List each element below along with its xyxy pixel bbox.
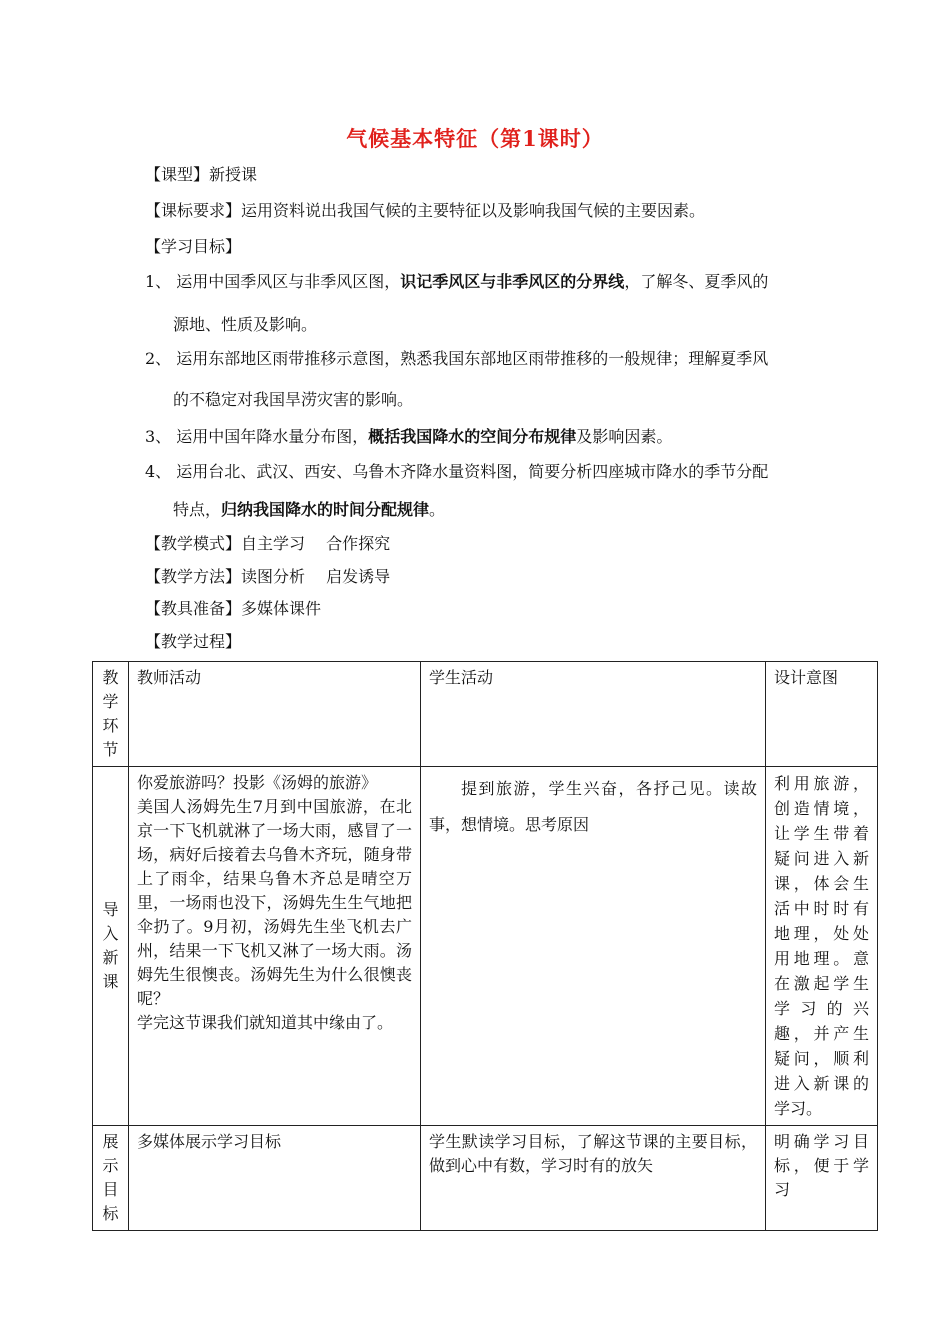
- goal-4-line-1: [145, 460, 768, 484]
- goal-4-emphasis: 归纳我国降水的时间分配规律: [221, 500, 430, 519]
- row-1-teacher-p2: 美国人汤姆先生7月到中国旅游，在北京一下飞机就淋了一场大雨，感冒了一场，病好后接着去乌鲁木齐玩，随身带上了雨伞，结果乌鲁木齐总是晴空万里，一场雨也没下，汤姆先生生气地把伞扔了。9月初，汤姆先生坐飞机去广州，结果一下飞机又淋了一场大雨。汤姆先生很懊丧。汤姆先生为什么很懊丧呢？: [137, 797, 412, 1008]
- row-1-teacher-p1: 你爱旅游吗？投影《汤姆的旅游》: [137, 773, 378, 792]
- row-2-stage-text: 展 示 目 标: [102, 1132, 119, 1223]
- standard-value: 运用资料说出我国气候的主要特征以及影响我国气候的主要因素。: [241, 201, 706, 220]
- standard-label: 【课标要求】: [145, 201, 242, 220]
- teaching-method-line: [145, 565, 390, 589]
- row-2-student: 学生默读学习目标，了解这节课的主要目标，做到心中有数，学习时有的放矢: [421, 1126, 766, 1231]
- goal-1-text-c: ，了解冬、夏季风的: [624, 272, 769, 291]
- teaching-process-heading: 【教学过程】: [145, 632, 242, 651]
- header-intent: 设计意图: [766, 662, 878, 767]
- teaching-process-table: [92, 661, 878, 1231]
- goal-2-number: 2、: [145, 349, 172, 368]
- goal-2-line-1: [145, 347, 768, 371]
- goal-3-number: 3、: [145, 427, 172, 446]
- goal-3-emphasis: 概括我国降水的空间分布规律: [368, 427, 577, 446]
- row-2-stage: [93, 1126, 129, 1231]
- header-stage: [93, 662, 129, 767]
- row-1-stage: [93, 767, 129, 1126]
- goal-4-text: 运用台北、武汉、西安、乌鲁木齐降水量资料图，简要分析四座城市降水的季节分配: [176, 462, 769, 481]
- goal-4-line-2: [173, 498, 445, 522]
- teaching-mode-line: [145, 532, 390, 556]
- lesson-type-line: [145, 163, 257, 187]
- table-header-row: [93, 662, 878, 767]
- teaching-tools-value: 多媒体课件: [241, 599, 322, 618]
- goal-1-text-a: 运用中国季风区与非季风区图，: [176, 272, 401, 291]
- header-stage-text: 教 学 环 节: [102, 668, 119, 759]
- teaching-method-label: 【教学方法】: [145, 567, 242, 586]
- learning-goals-heading: 【学习目标】: [145, 237, 242, 256]
- teaching-method-value: 读图分析 启发诱导: [241, 567, 391, 586]
- table-row: [93, 1126, 878, 1231]
- teaching-mode-value: 自主学习 合作探究: [241, 534, 391, 553]
- goal-3-text-c: 及影响因素。: [576, 427, 673, 446]
- goal-3-text-a: 运用中国年降水量分布图，: [176, 427, 369, 446]
- goal-1-emphasis: 识记季风区与非季风区的分界线: [400, 272, 625, 291]
- goal-4-number: 4、: [145, 462, 172, 481]
- teaching-mode-label: 【教学模式】: [145, 534, 242, 553]
- goal-1-line-2: 源地、性质及影响。: [173, 315, 318, 334]
- lesson-type-label: 【课型】: [145, 165, 210, 184]
- row-1-student: 提到旅游，学生兴奋，各抒己见。读故事，想情境。思考原因: [421, 767, 766, 1126]
- goal-4-text-a: 特点，: [173, 500, 222, 519]
- header-teacher: 教师活动: [129, 662, 421, 767]
- goal-4-text-c: 。: [429, 500, 446, 519]
- row-1-intent: 利用旅游，创造情境，让学生带着疑问进入新课，体会生活中时时有地理，处处用地理。意在激起学生学习的兴趣，并产生疑问，顺利进入新课的学习。: [766, 767, 878, 1126]
- teaching-tools-line: [145, 597, 321, 621]
- row-2-intent: 明确学习目标，便于学习: [766, 1126, 878, 1231]
- row-1-teacher: [129, 767, 421, 1126]
- teaching-tools-label: 【教具准备】: [145, 599, 242, 618]
- page-title: 气候基本特征（第1课时）: [346, 126, 604, 151]
- row-2-teacher: 多媒体展示学习目标: [129, 1126, 421, 1231]
- row-1-teacher-p3: 学完这节课我们就知道其中缘由了。: [137, 1013, 394, 1032]
- header-student: 学生活动: [421, 662, 766, 767]
- table-row: [93, 767, 878, 1126]
- goal-1-line-1: [145, 270, 768, 294]
- lesson-type-value: 新授课: [209, 165, 258, 184]
- goal-2-text: 运用东部地区雨带推移示意图，熟悉我国东部地区雨带推移的一般规律；理解夏季风: [176, 349, 769, 368]
- goal-2-line-2: 的不稳定对我国旱涝灾害的影响。: [173, 390, 414, 409]
- curriculum-standard-line: [145, 199, 705, 223]
- row-1-stage-text: 导 入 新 课: [102, 900, 119, 991]
- goal-3-line-1: [145, 425, 672, 449]
- goal-1-number: 1、: [145, 272, 172, 291]
